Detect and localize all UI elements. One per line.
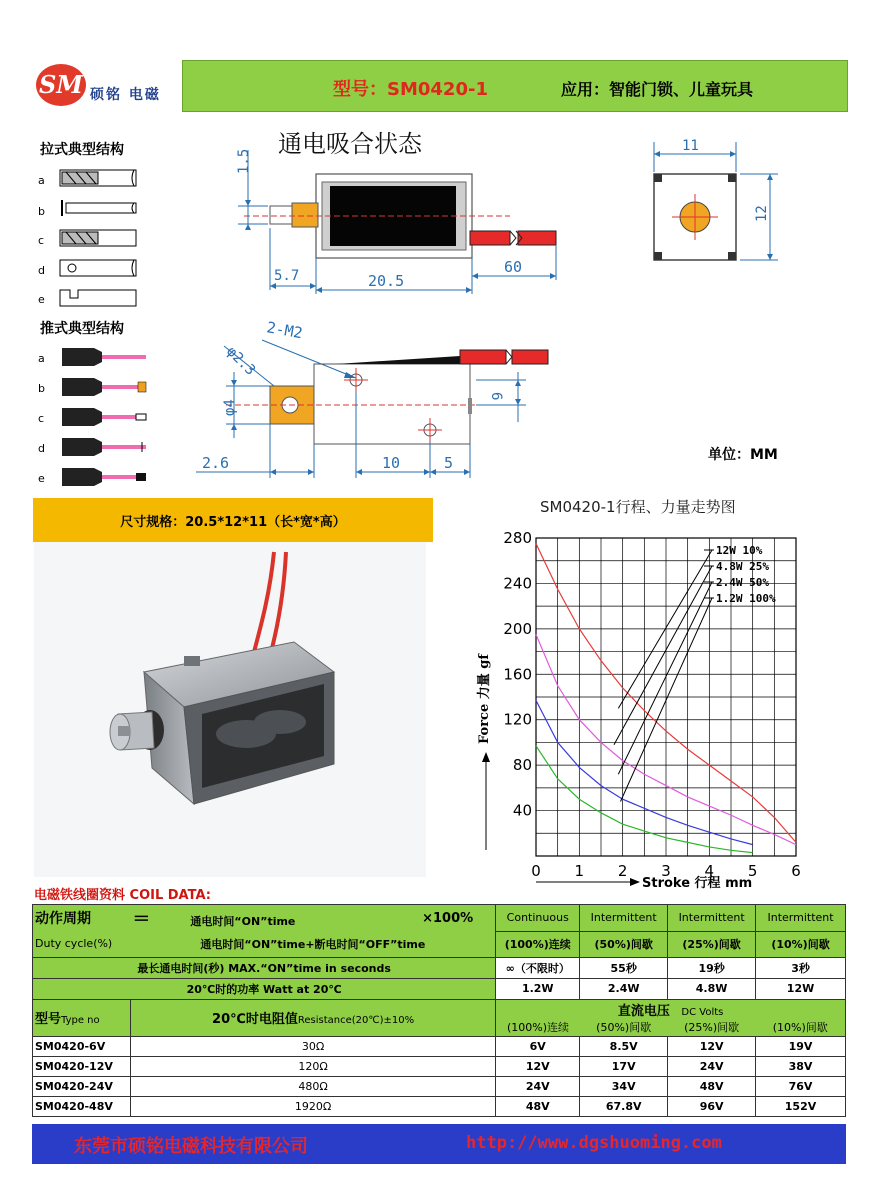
- col-continuous-en: Continuous: [496, 905, 580, 932]
- side-view-drawing: [220, 130, 590, 300]
- pull-structure-title: 拉式典型结构: [40, 142, 124, 158]
- resistance-label-en: Resistance(20℃)±10%: [297, 1015, 415, 1027]
- col-continuous-zh: (100%)连续: [496, 931, 580, 957]
- size-spec-bar: [33, 498, 433, 542]
- max-on-time-value: 19秒: [668, 957, 756, 978]
- pull-structure-d-letter: d: [38, 264, 45, 277]
- voltage-cell: 38V: [756, 1057, 846, 1077]
- voltage-cell: 12V: [496, 1057, 580, 1077]
- duty-times: ×100%: [400, 905, 496, 932]
- resistance-cell: 30Ω: [130, 1037, 495, 1057]
- type-label-en: Type no: [61, 1015, 100, 1027]
- voltage-cell: 24V: [496, 1077, 580, 1097]
- logo-mark: SM: [39, 70, 83, 99]
- pull-structure-d: [38, 260, 136, 277]
- unit-label: 单位：MM: [708, 447, 778, 463]
- end-view-drawing: [640, 132, 780, 268]
- energized-state-title: 通电吸合状态: [278, 130, 422, 158]
- voltage-cell: 34V: [580, 1077, 668, 1097]
- voltage-cell: 76V: [756, 1077, 846, 1097]
- model-cell: SM0420-48V: [33, 1097, 131, 1117]
- product-photo-illustration: [34, 542, 426, 877]
- power-value: 4.8W: [668, 978, 756, 999]
- chart-y-axis-label: Force 力量 gf: [477, 654, 492, 744]
- product-photo: [34, 542, 426, 877]
- voltage-cell: 152V: [756, 1097, 846, 1117]
- dim-2-6: 2.6: [202, 454, 230, 472]
- dim-20-5: 20.5: [368, 272, 405, 290]
- model-cell: SM0420-24V: [33, 1077, 131, 1097]
- push-structure-b-letter: b: [38, 382, 45, 395]
- table-row: [33, 978, 846, 999]
- dim-5-7: 5.7: [274, 268, 300, 284]
- chart-x-tick-label: 0: [531, 862, 541, 880]
- chart-y-tick-label: 240: [503, 574, 532, 593]
- resistance-cell: 120Ω: [130, 1057, 495, 1077]
- pull-structure-a: [38, 170, 136, 187]
- pull-structure-e: [38, 290, 136, 306]
- dim-6: 6: [488, 392, 504, 401]
- chart-legend-leader: [618, 582, 712, 774]
- force-stroke-chart: [470, 520, 815, 892]
- push-structure-d-letter: d: [38, 442, 45, 455]
- dc-sub-col: (25%)间歇: [668, 1019, 756, 1037]
- table-row: [33, 1077, 846, 1097]
- chart-y-tick-label: 120: [503, 710, 532, 729]
- chart-x-tick-label: 3: [661, 862, 671, 880]
- voltage-cell: 8.5V: [580, 1037, 668, 1057]
- voltage-cell: 48V: [668, 1077, 756, 1097]
- push-structure-d: [38, 438, 146, 456]
- power-label: 20℃时的功率 Watt at 20℃: [33, 978, 496, 999]
- chart-legend-label: 4.8W 25%: [716, 560, 769, 573]
- dc-volts-header: [496, 999, 846, 1019]
- chart-legend-label: 1.2W 100%: [716, 592, 776, 605]
- coil-data-title: 电磁铁线圈资料 COIL DATA:: [34, 888, 211, 903]
- pull-structure-c-letter: c: [38, 234, 45, 247]
- dim-12: 12: [754, 205, 770, 222]
- voltage-cell: 12V: [668, 1037, 756, 1057]
- dim-5: 5: [444, 454, 454, 472]
- header-bar: [182, 60, 848, 112]
- push-structure-icons: [36, 338, 156, 494]
- pull-structure-icons: [36, 160, 148, 316]
- push-structure-e-letter: e: [38, 472, 45, 485]
- dim-60: 60: [504, 258, 523, 276]
- voltage-cell: 19V: [756, 1037, 846, 1057]
- pull-structure-e-letter: e: [38, 293, 45, 306]
- push-structure-e: [38, 468, 146, 486]
- resistance-label: 20℃时电阻值: [212, 1012, 298, 1028]
- col-intermittent-25-zh: (25%)间歇: [668, 931, 756, 957]
- max-on-time-value: ∞（不限时）: [496, 957, 580, 978]
- dim-10: 10: [382, 454, 401, 472]
- dim-phi-2-3: φ2.3: [223, 343, 259, 379]
- dc-sub-col: (10%)间歇: [756, 1019, 846, 1037]
- dc-volts-label-en: DC Volts: [681, 1006, 724, 1018]
- chart-x-tick-label: 2: [617, 862, 628, 880]
- application-text: 应用：智能门锁、儿童玩具: [561, 80, 754, 99]
- footer-bar: [32, 1124, 846, 1164]
- chart-x-tick-label: 4: [704, 862, 715, 880]
- table-row: [33, 957, 846, 978]
- dc-volts-label: 直流电压: [617, 1003, 670, 1019]
- table-row: [33, 931, 846, 957]
- chart-x-tick-label: 1: [574, 862, 585, 880]
- chart-legend-leader: [614, 566, 712, 745]
- resistance-cell: 480Ω: [130, 1077, 495, 1097]
- type-label: 型号: [35, 1012, 62, 1028]
- dim-1-5: 1.5: [236, 148, 252, 174]
- dim-2-m2: 2-M2: [265, 318, 305, 343]
- company-website-link[interactable]: http://www.dgshuoming.com: [466, 1133, 722, 1153]
- power-value: 1.2W: [496, 978, 580, 999]
- voltage-cell: 24V: [668, 1057, 756, 1077]
- table-row: [33, 1057, 846, 1077]
- col-intermittent-10-en: Intermittent: [756, 905, 846, 932]
- model-cell: SM0420-6V: [33, 1037, 131, 1057]
- chart-legend-label: 12W 10%: [716, 544, 763, 557]
- push-structure-a: [38, 348, 146, 366]
- power-value: 2.4W: [580, 978, 668, 999]
- table-row: [33, 999, 846, 1019]
- pull-structure-b-letter: b: [38, 205, 45, 218]
- resistance-header: [130, 999, 495, 1037]
- type-header: [33, 999, 131, 1037]
- dim-phi-4: φ4: [222, 399, 238, 416]
- duty-label-en: Duty cycle(%): [33, 931, 131, 957]
- chart-x-tick-label: 5: [747, 862, 758, 880]
- dc-sub-col: (100%)连续: [496, 1019, 580, 1037]
- push-structure-title: 推式典型结构: [40, 321, 124, 337]
- chart-legend-label: 2.4W 50%: [716, 576, 769, 589]
- chart-legend: [614, 544, 776, 801]
- table-row: [33, 1097, 846, 1117]
- duty-equals: ＝: [132, 909, 151, 930]
- push-structure-b: [38, 378, 146, 396]
- duty-label: 动作周期: [33, 905, 131, 932]
- table-row: [33, 905, 846, 932]
- dc-sub-col: (50%)间歇: [580, 1019, 668, 1037]
- col-intermittent-25-en: Intermittent: [668, 905, 756, 932]
- table-row: [33, 1037, 846, 1057]
- max-on-time-value: 55秒: [580, 957, 668, 978]
- voltage-cell: 67.8V: [580, 1097, 668, 1117]
- pull-structure-c: [38, 230, 136, 247]
- chart-x-tick-label: 6: [791, 862, 801, 880]
- chart-y-tick-label: 200: [503, 619, 532, 638]
- chart-y-tick-label: 40: [512, 801, 532, 820]
- col-intermittent-10-zh: (10%)间歇: [756, 931, 846, 957]
- duty-denominator: 通电时间“ON”time+断电时间“OFF”time: [130, 931, 495, 957]
- resistance-cell: 1920Ω: [130, 1097, 495, 1117]
- chart-y-tick-label: 80: [512, 756, 532, 775]
- chart-title: SM0420-1行程、力量走势图: [540, 498, 736, 516]
- model-cell: SM0420-12V: [33, 1057, 131, 1077]
- dim-11: 11: [682, 138, 699, 154]
- logo-text: 硕铭 电磁: [90, 87, 161, 103]
- pull-structure-a-letter: a: [38, 174, 45, 187]
- push-structure-c: [38, 408, 146, 426]
- voltage-cell: 48V: [496, 1097, 580, 1117]
- col-intermittent-50-zh: (50%)间歇: [580, 931, 668, 957]
- push-structure-a-letter: a: [38, 352, 45, 365]
- duty-on-time: 通电时间“ON”time: [190, 915, 296, 928]
- voltage-cell: 6V: [496, 1037, 580, 1057]
- model-number: 型号：SM0420-1: [333, 79, 488, 100]
- max-on-time-label: 最长通电时间(秒) MAX.“ON”time in seconds: [33, 957, 496, 978]
- mounting-drawing: [196, 312, 566, 484]
- power-value: 12W: [756, 978, 846, 999]
- chart-x-axis-label: Stroke 行程 mm: [642, 876, 753, 891]
- push-structure-c-letter: c: [38, 412, 45, 425]
- col-intermittent-50-en: Intermittent: [580, 905, 668, 932]
- voltage-cell: 96V: [668, 1097, 756, 1117]
- duty-numerator: [130, 905, 400, 932]
- chart-y-tick-label: 160: [503, 665, 532, 684]
- pull-structure-b: [38, 200, 136, 218]
- voltage-cell: 17V: [580, 1057, 668, 1077]
- company-logo: [30, 62, 182, 110]
- size-spec-text: 尺寸规格：20.5*12*11（长*宽*高）: [120, 515, 346, 530]
- coil-data-table: [32, 904, 846, 1117]
- chart-y-tick-label: 280: [503, 529, 532, 547]
- company-name: 东莞市硕铭电磁科技有限公司: [74, 1136, 308, 1157]
- max-on-time-value: 3秒: [756, 957, 846, 978]
